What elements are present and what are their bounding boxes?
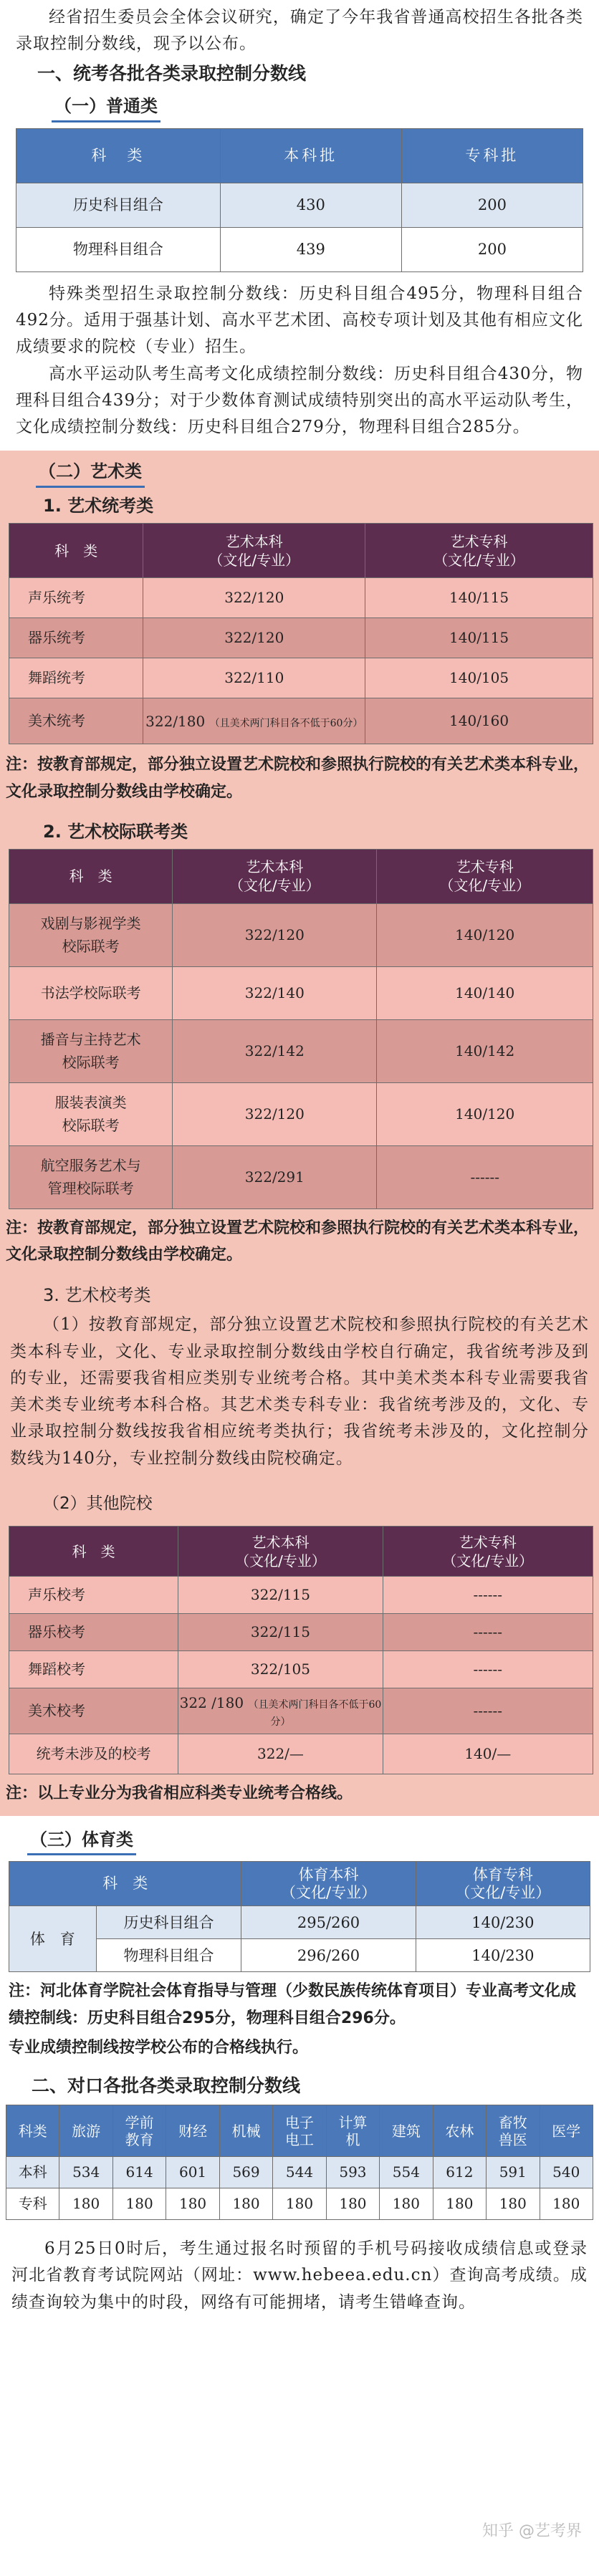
header: 艺术专科 （文化/专业） (365, 524, 593, 578)
cell-value: 322/180 (145, 712, 206, 730)
cell: 航空服务艺术与 管理校际联考 (9, 1145, 173, 1208)
cell: 180 (219, 2188, 272, 2220)
art-school-paragraph: （1）按教育部规定，部分独立设置艺术院校和参照执行院校的有关艺术类本科专业，文化、专业录取控制分数线由学校自行确定，我省统考涉及到的专业，还需要我省相应类别专业统考合格。其中美术类本科专业需要我省美术类专业统考本科合格。其艺术类专科专业：我省统考涉及的，文化、专业录取控制分数线按我省相应统考类执行；我省统考未涉及的，文化控制分数线为140分，专业控制分数线由院校确定。 (10, 1315, 589, 1468)
cell: 180 (112, 2188, 166, 2220)
cell: 140/160 (365, 698, 593, 744)
section1-title: 一、统考各批各类录取控制分数线 (37, 62, 307, 84)
cell: 614 (112, 2157, 166, 2188)
cell: 322/120 (173, 903, 377, 966)
header: 艺术本科 （文化/专业） (178, 1527, 383, 1577)
cell: 统考未涉及的校考 (9, 1734, 178, 1774)
header: 电子 电工 (273, 2105, 326, 2157)
cell: 295/260 (241, 1906, 416, 1939)
cell: ------ (383, 1688, 593, 1734)
cell: 180 (326, 2188, 379, 2220)
cell: 专科 (6, 2188, 59, 2220)
cell: 历史科目组合 (96, 1906, 241, 1939)
cell: 296/260 (241, 1939, 416, 1972)
table-row (9, 1577, 593, 1614)
cell: 322/105 (178, 1651, 383, 1688)
table-row (16, 183, 583, 227)
cell: 554 (380, 2157, 433, 2188)
header: 学前 教育 (112, 2105, 166, 2157)
art-joint-note: 注：按教育部规定，部分独立设置艺术院校和参照执行院校的有关艺术类本科专业，文化录取控制分数线由学校确定。 (6, 1219, 590, 1264)
cell: ------ (377, 1145, 593, 1208)
cell: 322/291 (173, 1145, 377, 1208)
cell: 物理科目组合 (16, 227, 221, 271)
table-row (9, 1019, 593, 1082)
cell: 322/110 (143, 658, 365, 698)
cell: 140/230 (416, 1939, 590, 1972)
cell: 180 (59, 2188, 112, 2220)
cell: 140/120 (377, 903, 593, 966)
cell: 140/105 (365, 658, 593, 698)
cell: 历史科目组合 (16, 183, 221, 227)
table-row (9, 1939, 590, 1972)
cell: 声乐统考 (9, 578, 143, 618)
header: 科 类 (9, 849, 173, 903)
cell: ------ (383, 1651, 593, 1688)
cell (178, 1688, 383, 1734)
cell: 器乐统考 (9, 618, 143, 658)
cell: 本科 (6, 2157, 59, 2188)
cell: 200 (401, 227, 583, 271)
cell: 140/115 (365, 578, 593, 618)
cell: 322/142 (173, 1019, 377, 1082)
cell: 591 (487, 2157, 540, 2188)
cell: 322/140 (173, 966, 377, 1019)
table-row (9, 698, 593, 744)
cell: 140/— (383, 1734, 593, 1774)
general-header-ben: 本科批 (220, 128, 401, 183)
table-row (9, 903, 593, 966)
cell: 612 (433, 2157, 486, 2188)
sports-note-1: 注：河北体育学院社会体育指导与管理（少数民族传统体育项目）专业高考文化成绩控制线：历史科目组合295分，物理科目组合296分。 (9, 1982, 577, 2027)
art-unified-note: 注：按教育部规定，部分独立设置艺术院校和参照执行院校的有关艺术类本科专业，文化录取控制分数线由学校确定。 (6, 756, 590, 801)
cell (143, 698, 365, 744)
art-school-title: 3. 艺术校考类 (43, 1284, 151, 1305)
cell: 180 (433, 2188, 486, 2220)
general-table (16, 128, 583, 272)
vocational-table (6, 2105, 593, 2220)
sports-title: （三）体育类 (27, 1826, 593, 1856)
table-row (9, 1734, 593, 1774)
cell: 140/230 (416, 1906, 590, 1939)
header: 计算 机 (326, 2105, 379, 2157)
cell: 322/120 (173, 1082, 377, 1145)
cell: 544 (273, 2157, 326, 2188)
general-header-category: 科 类 (16, 128, 221, 183)
special-paragraph: 特殊类型招生录取控制分数线：历史科目组合495分，物理科目组合492分。适用于强基计划、高水平艺术团、高校专项计划及其他有相应文化成绩要求的院校（专业）招生。 (16, 284, 583, 357)
cell: 140/142 (377, 1019, 593, 1082)
cell: 322/115 (178, 1577, 383, 1614)
cell: 美术校考 (9, 1688, 178, 1734)
cell: 200 (401, 183, 583, 227)
header: 机械 (219, 2105, 272, 2157)
cell: 322/120 (143, 578, 365, 618)
cell: 舞蹈统考 (9, 658, 143, 698)
art-title: （二）艺术类 (36, 458, 599, 488)
cell: 180 (166, 2188, 219, 2220)
cell: 322/— (178, 1734, 383, 1774)
table-row (6, 2157, 593, 2188)
general-header-zhuan: 专科批 (401, 128, 583, 183)
cell: 美术统考 (9, 698, 143, 744)
cell: 服装表演类 校际联考 (9, 1082, 173, 1145)
cell: 534 (59, 2157, 112, 2188)
header: 艺术专科 （文化/专业） (377, 849, 593, 903)
art-joint-table (9, 849, 593, 1209)
header: 艺术本科 （文化/专业） (143, 524, 365, 578)
art-unified-title: 1. 艺术统考类 (43, 496, 154, 516)
header: 科 类 (9, 1527, 178, 1577)
cell: 439 (220, 227, 401, 271)
header: 科 类 (9, 524, 143, 578)
cell: 舞蹈校考 (9, 1651, 178, 1688)
cell-note: （且美术两门科目各不低于60分） (209, 717, 363, 729)
cell-value: 322 /180 (179, 1693, 244, 1711)
table-row (16, 227, 583, 271)
header: 畜牧 兽医 (487, 2105, 540, 2157)
header: 科 类 (9, 1862, 241, 1906)
cell: 戏剧与影视学类 校际联考 (9, 903, 173, 966)
watermark: 知乎 @艺考界 (482, 2522, 582, 2541)
art-joint-title: 2. 艺术校际联考类 (43, 821, 188, 842)
cell: 物理科目组合 (96, 1939, 241, 1972)
cell: 体 育 (9, 1906, 97, 1972)
header: 旅游 (59, 2105, 112, 2157)
athlete-paragraph: 高水平运动队考生高考文化成绩控制分数线：历史科目组合430分，物理科目组合439分；对于少数体育测试成绩特别突出的高水平运动队考生，文化成绩控制分数线：历史科目组合279分，物理科目组合285分。 (16, 364, 583, 437)
cell: 140/140 (377, 966, 593, 1019)
cell: 140/120 (377, 1082, 593, 1145)
general-title: （一）普通类 (52, 92, 583, 122)
table-row (9, 658, 593, 698)
table-row (9, 966, 593, 1019)
table-row (9, 1688, 593, 1734)
sports-note-2: 专业成绩控制线按学校公布的合格线执行。 (9, 2039, 309, 2057)
table-row (9, 1906, 590, 1939)
art-school-note: 注：以上专业分为我省相应科类专业统考合格线。 (6, 1784, 353, 1803)
table-row (9, 1145, 593, 1208)
cell: 569 (219, 2157, 272, 2188)
table-row (9, 578, 593, 618)
header: 体育本科 （文化/专业） (241, 1862, 416, 1906)
header: 财经 (166, 2105, 219, 2157)
section2-title: 二、对口各批各类录取控制分数线 (32, 2075, 301, 2096)
cell: 540 (540, 2157, 593, 2188)
table-row (9, 618, 593, 658)
table-row (9, 1082, 593, 1145)
header: 艺术本科 （文化/专业） (173, 849, 377, 903)
header: 建筑 (380, 2105, 433, 2157)
art-unified-table (9, 523, 593, 744)
table-row (6, 2188, 593, 2220)
header: 科类 (6, 2105, 59, 2157)
cell: 322/120 (143, 618, 365, 658)
art-school-table (9, 1526, 593, 1774)
cell: 180 (380, 2188, 433, 2220)
cell: 601 (166, 2157, 219, 2188)
header: 体育专科 （文化/专业） (416, 1862, 590, 1906)
art-section (0, 451, 599, 1815)
cell: 器乐校考 (9, 1614, 178, 1651)
cell: 180 (540, 2188, 593, 2220)
header: 医学 (540, 2105, 593, 2157)
art-school-subtitle: （2）其他院校 (43, 1494, 153, 1513)
cell: ------ (383, 1577, 593, 1614)
table-row (9, 1651, 593, 1688)
header: 艺术专科 （文化/专业） (383, 1527, 593, 1577)
intro-paragraph: 经省招生委员会全体会议研究，确定了今年我省普通高校招生各批各类录取控制分数线，现予以公布。 (16, 8, 583, 54)
table-row (9, 1614, 593, 1651)
sports-table (9, 1861, 590, 1972)
cell: 322/115 (178, 1614, 383, 1651)
cell: 593 (326, 2157, 379, 2188)
cell-note: （且美术两门科目各不低于60分） (248, 1698, 382, 1728)
header: 农林 (433, 2105, 486, 2157)
closing-paragraph: 6月25日0时后，考生通过报名时预留的手机号码接收成绩信息或登录河北省教育考试院网站（网址：www.hebeea.edu.cn）查询高考成绩。成绩查询较为集中的时段，网络有可能拥堵，请考生错峰查询。 (11, 2239, 588, 2312)
cell: 430 (220, 183, 401, 227)
cell: 书法学校际联考 (9, 966, 173, 1019)
cell: ------ (383, 1614, 593, 1651)
cell: 140/115 (365, 618, 593, 658)
cell: 声乐校考 (9, 1577, 178, 1614)
cell: 播音与主持艺术 校际联考 (9, 1019, 173, 1082)
cell: 180 (273, 2188, 326, 2220)
cell: 180 (487, 2188, 540, 2220)
